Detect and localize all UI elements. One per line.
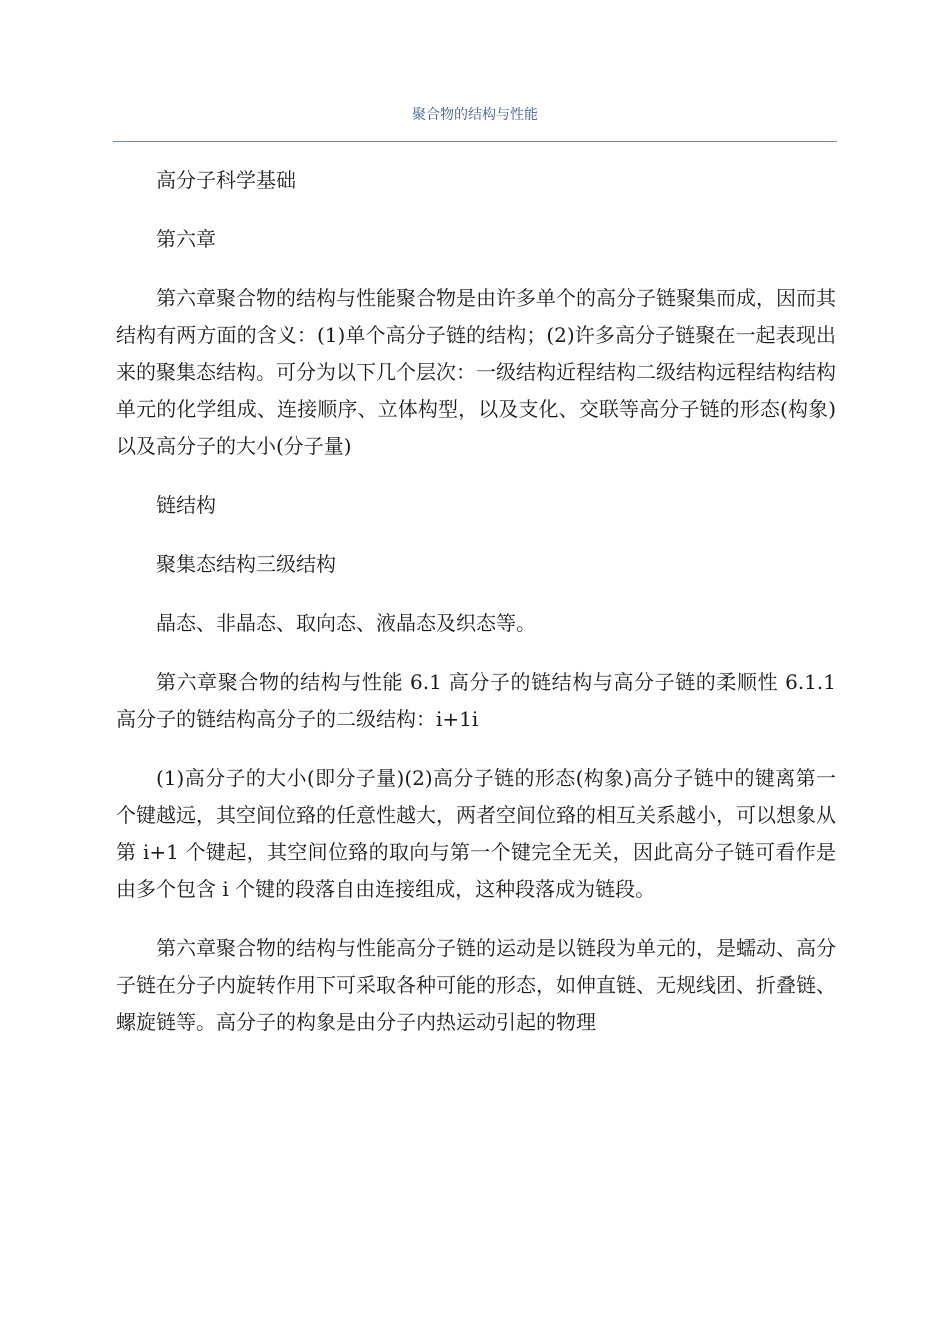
paragraph-section-6-1: 第六章聚合物的结构与性能 6.1 高分子的链结构与高分子链的柔顺性 6.1.1 高分子的链结构高分子的二级结构：i+1i <box>116 670 836 731</box>
paragraph-states: 晶态、非晶态、取向态、液晶态及织态等。 <box>156 611 536 635</box>
paragraph-chain-motion: 第六章聚合物的结构与性能高分子链的运动是以链段为单元的，是蠕动、高分子链在分子内旋转作用下可采取各种可能的形态，如伸直链、无规线团、折叠链、螺旋链等。高分子的构象是由分子内热运动引起的物理 <box>116 936 836 1034</box>
paragraph-subject: 高分子科学基础 <box>156 168 296 192</box>
paragraph-chain-segment: (1)高分子的大小(即分子量)(2)高分子链的形态(构象)高分子链中的键离第一个键越远，其空间位臵的任意性越大，两者空间位臵的相互关系越小，可以想象从第 i+1 个键起，其空间位臵的取向与第一个键完全无关，因此高分子链可看作是由多个包含 i 个键的段落自由连接组成，这种段落成为链段。 <box>116 766 836 901</box>
page-header-title: 聚合物的结构与性能 <box>412 107 538 123</box>
document-body <box>116 162 836 1063</box>
header-divider <box>113 141 837 142</box>
paragraph-intro: 第六章聚合物的结构与性能聚合物是由许多单个的高分子链聚集而成，因而其结构有两方面的含义：(1)单个高分子链的结构；(2)许多高分子链聚在一起表现出来的聚集态结构。可分为以下几个层次：一级结构近程结构二级结构远程结构结构单元的化学组成、连接顺序、立体构型，以及支化、交联等高分子链的形态(构象)以及高分子的大小(分子量) <box>116 286 836 458</box>
paragraph-chain-structure: 链结构 <box>156 493 216 517</box>
paragraph-aggregate-structure: 聚集态结构三级结构 <box>156 552 336 576</box>
paragraph-chapter: 第六章 <box>156 227 216 251</box>
